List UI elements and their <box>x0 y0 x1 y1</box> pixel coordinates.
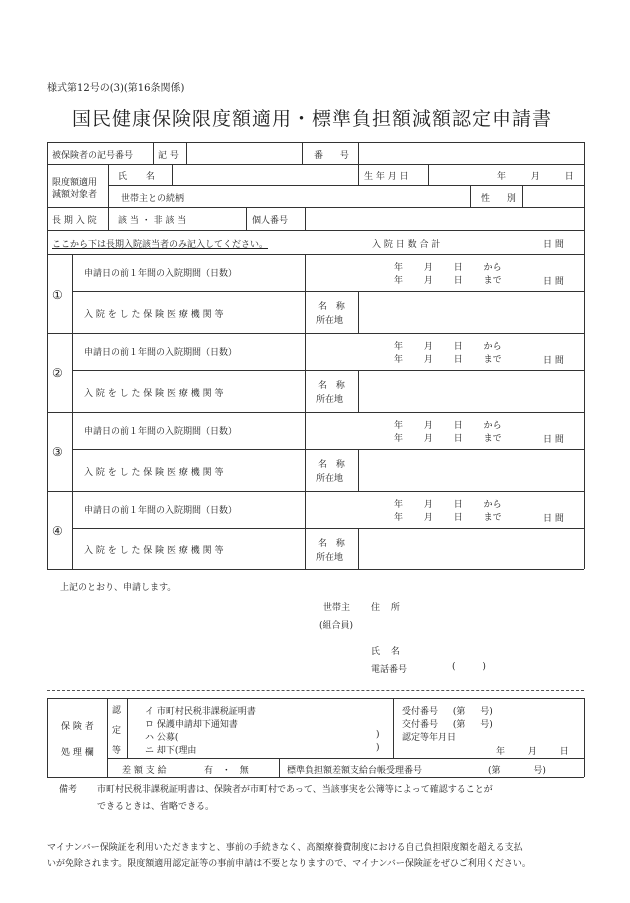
long-stay-label: 長 期 入 院 <box>52 216 97 226</box>
auth-date-field[interactable]: 年 月 日 <box>496 747 569 757</box>
stay-total-unit: 日 間 <box>543 240 564 250</box>
section-divider <box>47 690 584 691</box>
ledger-label: 標準負担額差額支給台帳受理番号 <box>287 766 423 776</box>
office-item[interactable]: ハ 公募( <box>145 733 179 743</box>
period-number: ④ <box>52 524 63 538</box>
institution-address-label: 所在地 <box>316 395 344 405</box>
personal-number-label: 個人番号 <box>252 216 289 226</box>
remarks-line-2: できるときは、省略できる。 <box>97 802 215 812</box>
period-to[interactable]: 年 月 日 まで <box>394 513 502 523</box>
period-to[interactable]: 年 月 日 まで <box>394 276 502 286</box>
issue-number[interactable]: 交付番号 (第 号) <box>402 720 493 730</box>
institution-label: 入 院 を し た 保 険 医 療 機 関 等 <box>84 468 224 478</box>
number-label: 番 号 <box>314 151 349 161</box>
office-item[interactable]: ロ 保護申請却下通知書 <box>145 720 238 730</box>
period-number: ① <box>52 288 63 302</box>
period-from[interactable]: 年 月 日 から <box>394 342 502 352</box>
address-field[interactable] <box>410 597 580 613</box>
institution-field[interactable] <box>359 371 583 411</box>
institution-name-label: 名 称 <box>318 539 345 549</box>
institution-name-label: 名 称 <box>318 302 345 312</box>
form-number: 様式第12号の(3)(第16条関係) <box>47 83 185 94</box>
applicant-name-label: 氏 名 <box>371 647 400 657</box>
personal-number-field[interactable] <box>306 208 583 229</box>
period-to[interactable]: 年 月 日 まで <box>394 434 502 444</box>
ledger-number[interactable]: (第 号) <box>488 766 546 776</box>
target-label-1: 限度額適用 <box>52 178 98 188</box>
diff-payment-choice[interactable]: 有 ・ 無 <box>204 766 249 776</box>
number-field[interactable] <box>359 143 583 163</box>
remarks-label: 備考 <box>59 785 78 795</box>
period-days: 日 間 <box>543 435 564 445</box>
long-stay-choice[interactable]: 該 当 ・ 非 該 当 <box>118 216 187 226</box>
page-title: 国民健康保険限度額適用・標準負担額減額認定申請書 <box>72 108 553 130</box>
address-label: 住 所 <box>371 603 400 613</box>
period-label: 申請日の前１年間の入院期間（日数） <box>84 348 238 358</box>
stay-total-label: 入 院 日 数 合 計 <box>372 240 441 250</box>
phone-label: 電話番号 <box>371 665 408 675</box>
name-label: 氏 名 <box>118 172 155 182</box>
footer-line-1: マイナンバー保険証を利用いただきますと、事前の手続きなく、高額療養費制度における自己負担限度額を超える支払 <box>47 843 523 853</box>
auth-char: 定 <box>112 726 122 736</box>
period-from[interactable]: 年 月 日 から <box>394 263 502 273</box>
handling-label: 処 理 欄 <box>61 748 94 758</box>
office-item[interactable]: イ 市町村民税非課税証明書 <box>145 707 256 717</box>
institution-address-label: 所在地 <box>316 474 344 484</box>
sex-label: 性 別 <box>481 194 516 204</box>
relation-label: 世帯主との続柄 <box>121 194 185 204</box>
institution-name-label: 名 称 <box>318 381 345 391</box>
member-label: (組合員) <box>319 621 354 631</box>
birth-label: 生 年 月 日 <box>364 172 409 182</box>
sex-field[interactable] <box>523 186 583 206</box>
paren-close: ) <box>376 730 380 740</box>
name-field[interactable] <box>173 165 357 184</box>
applicant-name-field[interactable] <box>410 641 580 657</box>
auth-char: 等 <box>112 746 122 756</box>
institution-field[interactable] <box>359 529 583 568</box>
paren-close: ) <box>376 743 380 753</box>
period-to[interactable]: 年 月 日 まで <box>394 355 502 365</box>
period-number: ② <box>52 366 63 380</box>
relation-field[interactable] <box>200 186 469 206</box>
institution-field[interactable] <box>359 292 583 332</box>
phone-field[interactable]: ( ) <box>452 662 486 672</box>
period-number: ③ <box>52 445 63 459</box>
institution-label: 入 院 を し た 保 険 医 療 機 関 等 <box>84 389 224 399</box>
receipt-number[interactable]: 受付番号 (第 号) <box>402 707 493 717</box>
institution-address-label: 所在地 <box>316 553 344 563</box>
declaration-text: 上記のとおり、申請します。 <box>60 583 177 593</box>
period-days: 日 間 <box>543 514 564 524</box>
institution-label: 入 院 を し た 保 険 医 療 機 関 等 <box>84 310 224 320</box>
birth-date-field[interactable]: 年 月 日 <box>497 172 574 182</box>
period-from[interactable]: 年 月 日 から <box>394 421 502 431</box>
footer-line-2: いが免除されます。限度額適用認定証等の事前申請は不要となりますので、マイナンバー保険証をぜひご利用ください。 <box>47 859 531 869</box>
period-from[interactable]: 年 月 日 から <box>394 500 502 510</box>
symbol-field[interactable] <box>187 143 301 163</box>
auth-date-label: 認定等年月日 <box>402 733 457 743</box>
institution-label: 入 院 を し た 保 険 医 療 機 関 等 <box>84 546 224 556</box>
householder-label: 世帯主 <box>323 603 351 613</box>
institution-address-label: 所在地 <box>316 316 344 326</box>
remarks-line-1: 市町村民税非課税証明書は、保険者が市町村であって、当該事実を公簿等によって確認することが <box>97 785 493 795</box>
period-days: 日 間 <box>543 277 564 287</box>
auth-char: 認 <box>112 706 122 716</box>
insurer-label: 保 険 者 <box>61 722 94 732</box>
diff-payment-label: 差 額 支 給 <box>122 766 167 776</box>
symbol-label: 記 号 <box>158 151 179 161</box>
institution-field[interactable] <box>359 450 583 490</box>
symbol-number-label: 被保険者の記号番号 <box>52 151 134 161</box>
period-label: 申請日の前１年間の入院期間（日数） <box>84 506 238 516</box>
target-label-2: 減額対象者 <box>52 190 98 200</box>
institution-name-label: 名 称 <box>318 460 345 470</box>
period-days: 日 間 <box>543 356 564 366</box>
long-stay-notice: ここから下は長期入院該当者のみ記入してください。 <box>52 240 269 250</box>
period-label: 申請日の前１年間の入院期間（日数） <box>84 427 238 437</box>
period-label: 申請日の前１年間の入院期間（日数） <box>84 269 238 279</box>
office-item[interactable]: ニ 却下(理由 <box>145 746 197 756</box>
